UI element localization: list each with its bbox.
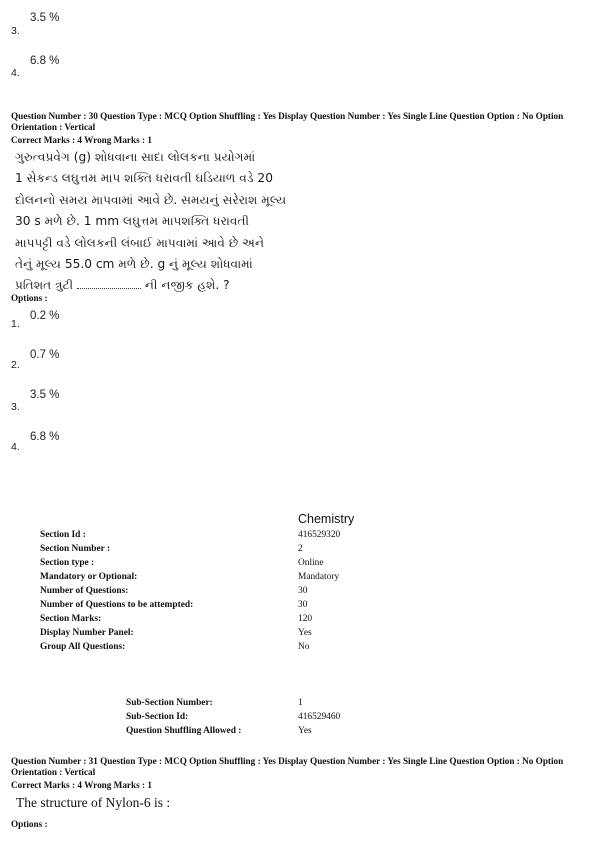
subsection-number-label: Sub-Section Number: [126,698,213,708]
num-attempted-label: Number of Questions to be attempted: [40,600,194,610]
question-30-text [15,147,315,297]
question-30-line-6: તેનું મૂલ્ય 55.0 cm મળે છે. g નું મૂલ્ય શોધવામાં [15,257,253,272]
question-30-line-7 [15,275,315,296]
subsection-id-value: 416529460 [298,712,341,722]
prev-option-4-number: 4. [11,67,20,79]
question-30-line-2: 1 સેકન્ડ લઘુત્તમ માપ શક્તિ ધરાવતી ઘડિયાળ વડે 20 [15,171,273,186]
num-questions-label: Number of Questions: [40,586,129,596]
subsection-number-value: 1 [298,698,303,708]
section-number-label: Section Number : [40,544,111,554]
section-number-value: 2 [298,544,303,554]
question-31-header: Question Number : 31 Question Type : MCQ Option Shuffling : Yes Display Question Number : Yes Single Line Question Option : No Option Orientation : Vertical [11,756,564,777]
option-2-number: 2. [11,359,20,371]
question-30-header: Question Number : 30 Question Type : MCQ Option Shuffling : Yes Display Question Number : Yes Single Line Question Option : No Option Orientation : Vertical [11,111,564,132]
question-30-line-4: 30 s મળે છે. 1 mm લઘુત્તમ માપશક્તિ ધરાવતી [15,214,250,229]
section-type-label: Section type : [40,558,95,568]
display-panel-value: Yes [298,628,312,638]
shuffling-value: Yes [298,726,312,736]
group-all-value: No [298,642,310,652]
option-1-number: 1. [11,318,20,330]
option-4-value[interactable]: 6.8 % [30,431,60,443]
option-4-number: 4. [11,441,20,453]
prev-option-4-value: 6.8 % [30,55,60,67]
question-30-line-7b: ની નજીક હશે. ? [144,278,230,293]
question-31-options-label: Options : [11,819,48,829]
num-attempted-value: 30 [298,600,308,610]
shuffling-label: Question Shuffling Allowed : [126,726,242,736]
mandatory-value: Mandatory [298,572,340,582]
answer-blank [77,277,141,289]
mandatory-label: Mandatory or Optional: [40,572,138,582]
section-marks-label: Section Marks: [40,614,102,624]
subsection-id-label: Sub-Section Id: [126,712,189,722]
display-panel-label: Display Number Panel: [40,628,134,638]
option-1-value[interactable]: 0.2 % [30,310,60,322]
prev-option-3-number: 3. [11,25,20,37]
question-30-line-7a: પ્રતિશત ત્રુટી [15,278,74,293]
section-type-value: Online [298,558,324,568]
question-30-line-1: ગુરુત્વપ્રવેગ (g) શોધવાના સાદા લોલકના પ્રયોગમાં [15,150,256,164]
question-30-options-label: Options : [11,293,48,303]
question-30-line-5: માપપટ્ટી વડે લોલકની લંબાઈ માપવામાં આવે છે અને [15,235,265,250]
section-id-label: Section Id : [40,530,86,540]
question-31-text: The structure of Nylon-6 is : [16,795,171,810]
option-3-number: 3. [11,401,20,413]
group-all-label: Group All Questions: [40,642,126,652]
prev-option-3-value: 3.5 % [30,12,60,24]
section-marks-value: 120 [298,614,313,624]
num-questions-value: 30 [298,586,308,596]
question-31-marks: Correct Marks : 4 Wrong Marks : 1 [11,780,152,790]
option-3-value[interactable]: 3.5 % [30,389,60,401]
question-30-marks: Correct Marks : 4 Wrong Marks : 1 [11,135,152,145]
section-id-value: 416529320 [298,530,341,540]
section-title: Chemistry [298,512,355,526]
option-2-value[interactable]: 0.7 % [30,349,60,361]
question-30-line-3: દોલનનો સમય માપવામાં આવે છે. સમયનું સરેરાશ મૂલ્ય [15,192,287,207]
